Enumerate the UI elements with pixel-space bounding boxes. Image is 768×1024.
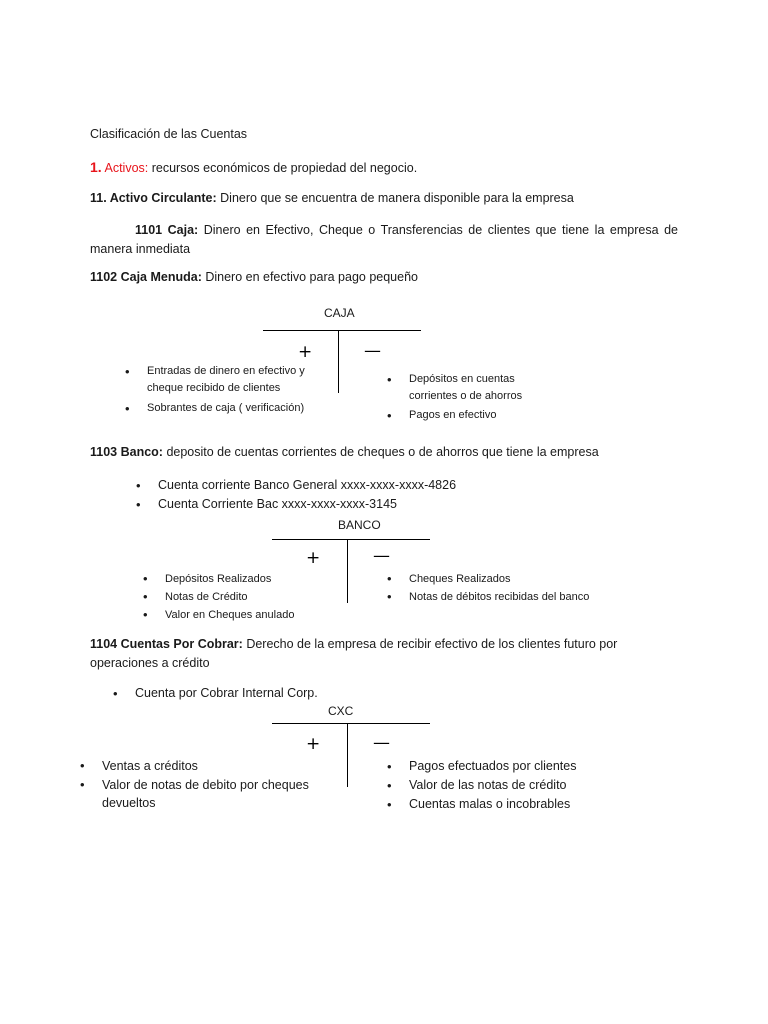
minus-icon: —: [364, 341, 381, 361]
caja-definition: [90, 221, 678, 259]
list-item: • Notas de Crédito: [143, 588, 294, 606]
t-banco-credit-list: [387, 570, 589, 606]
t-caja-vertical-line: [338, 330, 339, 393]
minus-icon: —: [373, 733, 390, 753]
list-item: • Depósitos en cuentas corrientes o de ahorros: [387, 371, 562, 405]
list-item: • Pagos en efectivo: [387, 407, 562, 424]
activos-label: Activos:: [104, 161, 149, 175]
list-item: • Cuenta Corriente Bac xxxx-xxxx-xxxx-3145: [136, 495, 456, 514]
t-cxc-title: CXC: [328, 704, 354, 718]
circulante-text: Dinero que se encuentra de manera disponible para la empresa: [216, 191, 574, 205]
t-banco-horizontal-line: [272, 539, 430, 540]
cxc-accounts-list: [113, 684, 318, 703]
list-item: • Entradas de dinero en efectivo y cheque recibido de clientes: [125, 363, 320, 397]
activos-number: 1.: [90, 159, 102, 175]
list-item: • Valor en Cheques anulado: [143, 606, 294, 624]
t-cxc-horizontal-line: [272, 723, 430, 724]
cxc-label: 1104 Cuentas Por Cobrar:: [90, 637, 243, 651]
cxc-text: Derecho de la empresa de recibir efectivo de los clientes futuro por operaciones a crédito: [90, 637, 618, 670]
t-cxc-credit-list: [387, 757, 576, 814]
t-banco-title: BANCO: [338, 518, 381, 532]
list-item: • Valor de notas de debito por cheques devueltos: [80, 776, 330, 813]
list-item: • Cuenta por Cobrar Internal Corp.: [113, 684, 318, 703]
minus-icon: —: [373, 546, 390, 566]
caja-menuda-label: 1102 Caja Menuda:: [90, 270, 202, 284]
circulante-line: [90, 191, 574, 205]
t-caja-horizontal-line: [263, 330, 421, 331]
list-item: • Sobrantes de caja ( verificación): [125, 400, 320, 417]
caja-menuda-line: [90, 270, 418, 284]
t-cxc-vertical-line: [347, 723, 348, 787]
banco-line: [90, 445, 599, 459]
t-banco-vertical-line: [347, 539, 348, 603]
list-item: • Valor de las notas de crédito: [387, 776, 576, 795]
caja-menuda-text: Dinero en efectivo para pago pequeño: [201, 270, 418, 284]
caja-text: Dinero en Efectivo, Cheque o Transferencias de clientes que tiene la empresa de manera inmediata: [90, 223, 678, 256]
list-item: • Cuentas malas o incobrables: [387, 795, 576, 814]
activos-line: [90, 159, 417, 175]
banco-text: deposito de cuentas corrientes de cheques o de ahorros que tiene la empresa: [162, 445, 599, 459]
banco-label: 1103 Banco:: [90, 445, 163, 459]
list-item: • Notas de débitos recibidas del banco: [387, 588, 589, 606]
circulante-label: 11. Activo Circulante:: [90, 191, 217, 205]
banco-accounts-list: [136, 476, 456, 514]
plus-icon: +: [306, 734, 321, 754]
caja-label: 1101 Caja:: [135, 223, 199, 237]
t-caja-debit-list: [125, 363, 320, 417]
plus-icon: +: [298, 342, 313, 362]
activos-text: recursos económicos de propiedad del negocio.: [148, 161, 418, 175]
t-banco-debit-list: [143, 570, 294, 624]
list-item: • Cuenta corriente Banco General xxxx-xxxx-xxxx-4826: [136, 476, 456, 495]
list-item: • Ventas a créditos: [80, 757, 330, 776]
list-item: • Pagos efectuados por clientes: [387, 757, 576, 776]
list-item: • Cheques Realizados: [387, 570, 589, 588]
t-cxc-debit-list: [80, 757, 330, 813]
t-caja-credit-list: [387, 371, 562, 424]
t-caja-title: CAJA: [324, 306, 355, 320]
cxc-definition: [90, 635, 650, 673]
list-item: • Depósitos Realizados: [143, 570, 294, 588]
plus-icon: +: [306, 548, 321, 568]
page-title: Clasificación de las Cuentas: [90, 127, 248, 141]
